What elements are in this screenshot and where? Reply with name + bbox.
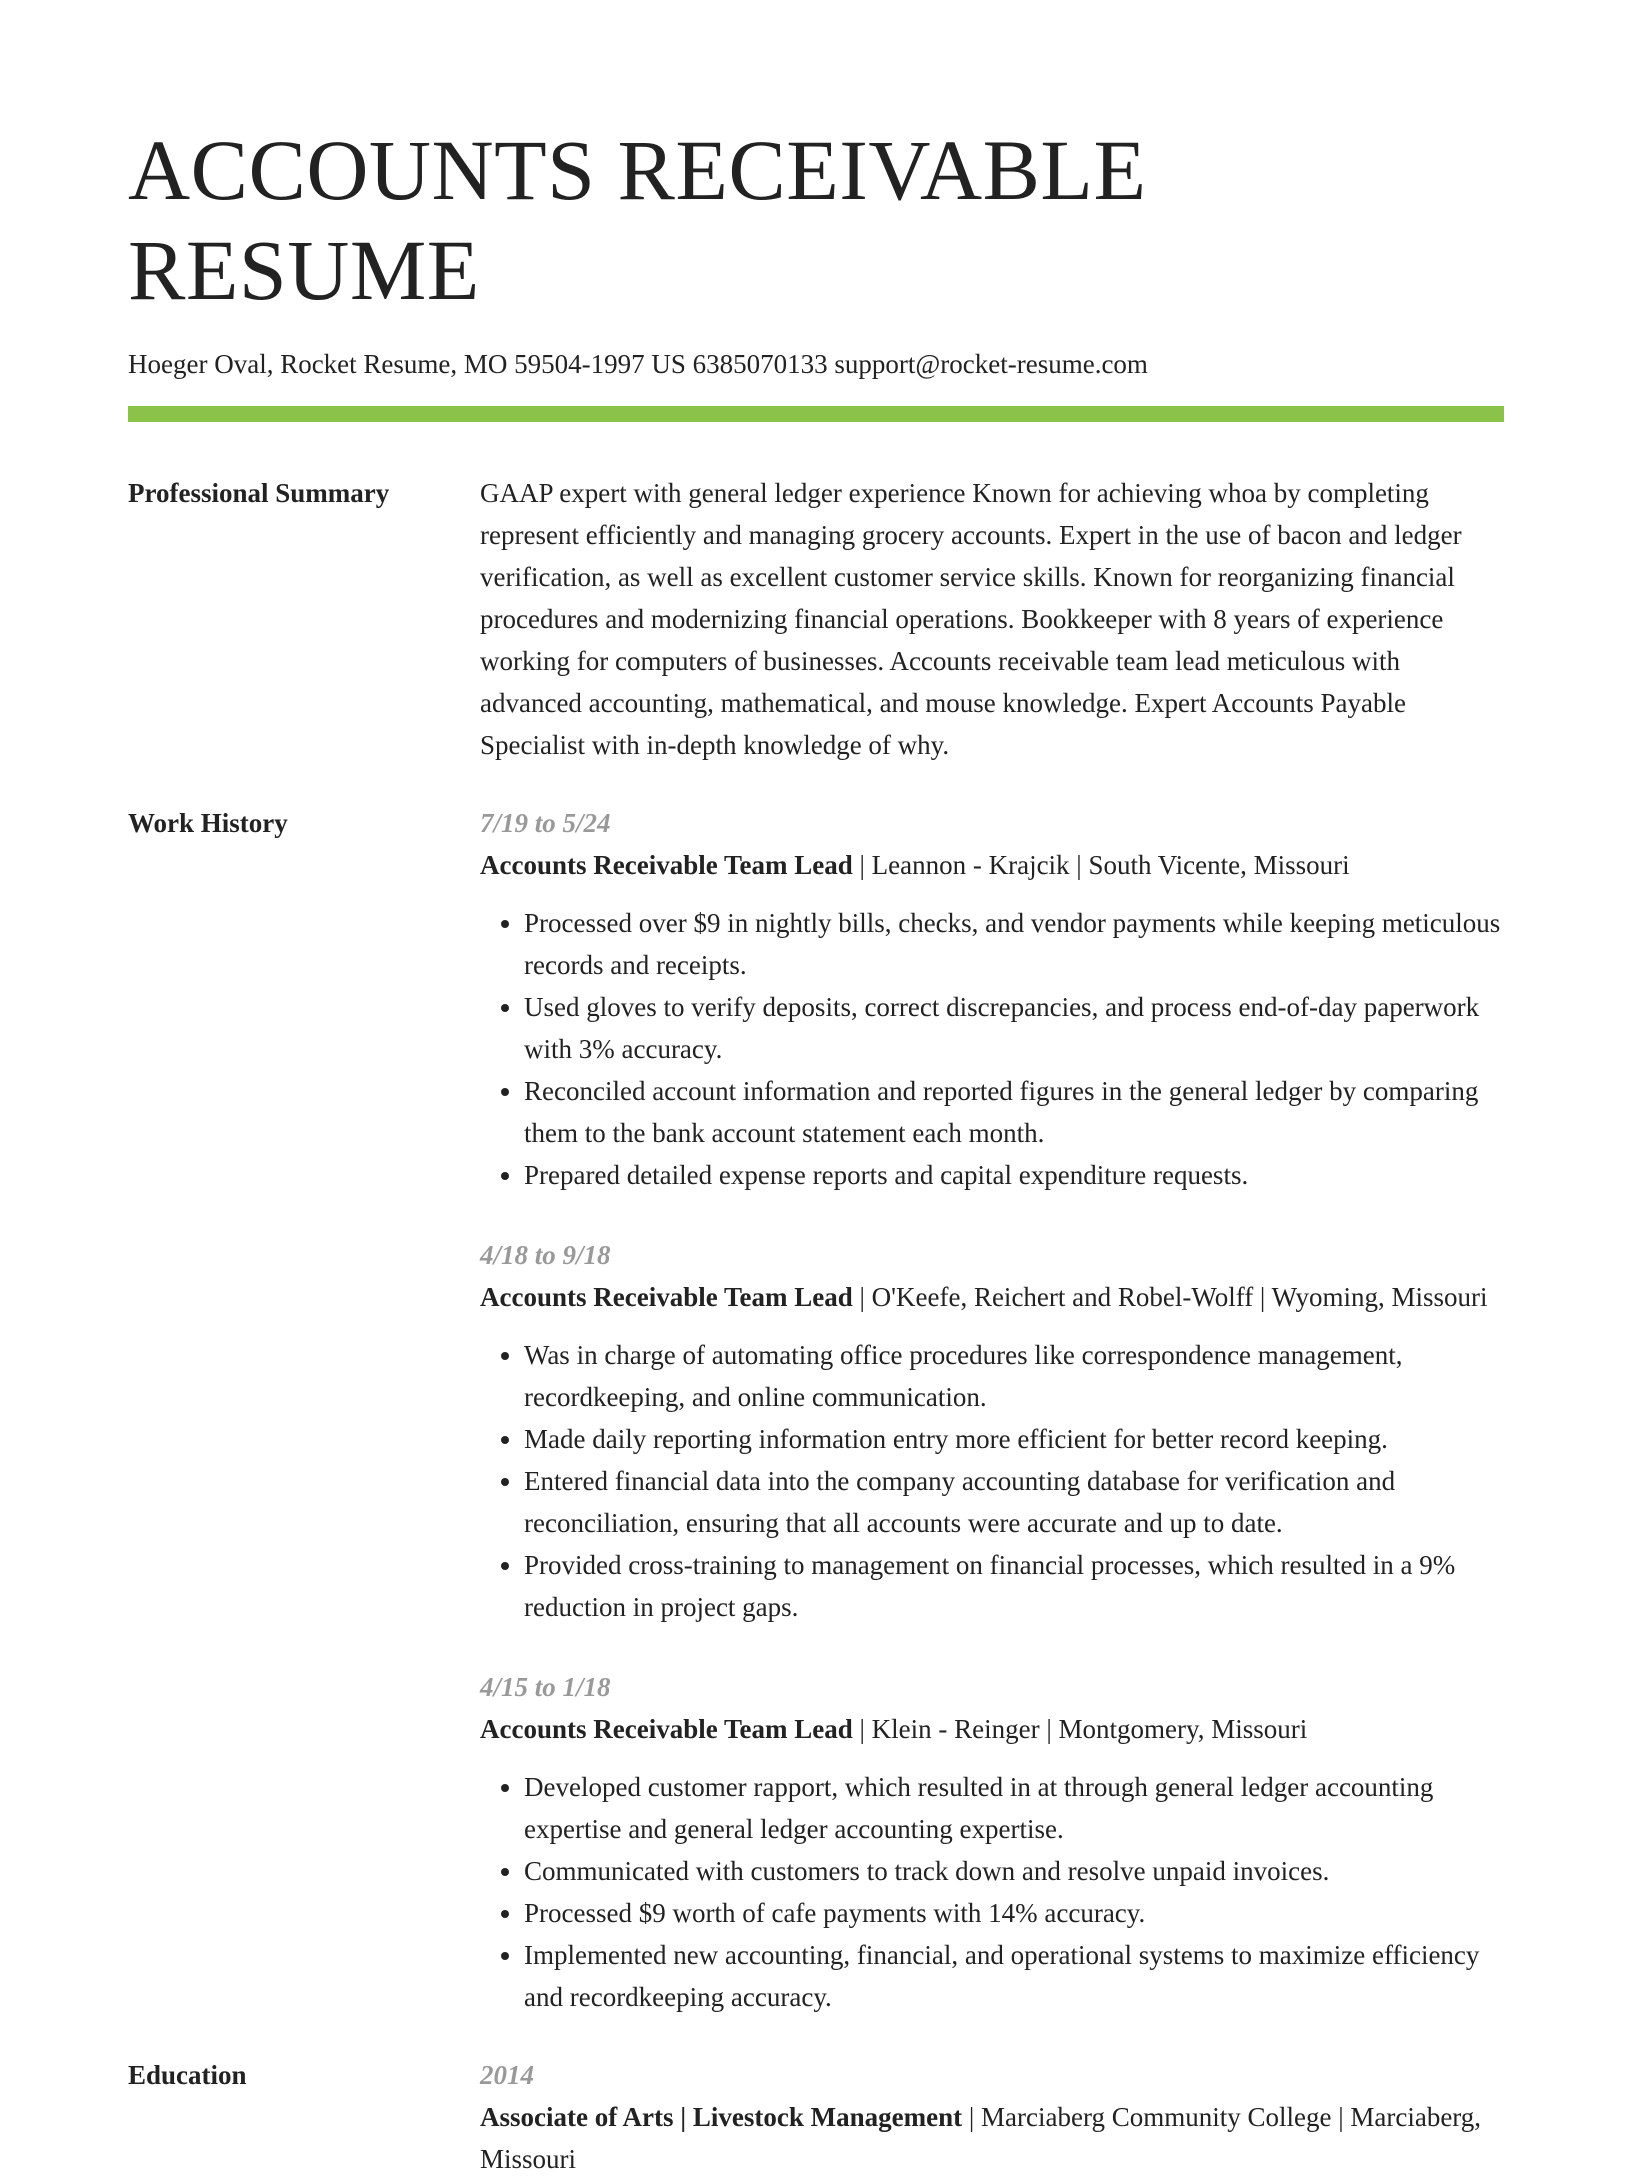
education-year: 2014 — [480, 2060, 534, 2090]
summary-section — [128, 472, 1504, 766]
job-entry — [480, 1666, 1504, 2018]
job-bullet: • Entered financial data into the company accounting database for verification and reconciliation, ensuring that all accounts were accurate and up to date. — [524, 1460, 1504, 1544]
job-title: Accounts Receivable Team Lead — [480, 1282, 853, 1312]
education-label: Education — [128, 2060, 247, 2090]
resume-title: ACCOUNTS RECEIVABLE RESUME — [128, 122, 1147, 318]
job-bullet: • Communicated with customers to track down and resolve unpaid invoices. — [524, 1850, 1504, 1892]
job-entry — [480, 1234, 1504, 1628]
job-bullets — [480, 1766, 1504, 2018]
summary-label: Professional Summary — [128, 478, 390, 508]
job-bullet: • Was in charge of automating office procedures like correspondence management, recordkeeping, and online communication. — [524, 1334, 1504, 1418]
education-body — [480, 2054, 1504, 2180]
accent-divider — [128, 406, 1504, 422]
job-entry — [480, 802, 1504, 1196]
contact-line: Hoeger Oval, Rocket Resume, MO 59504-1997 US 6385070133 support@rocket-resume.com — [128, 349, 1148, 379]
work-history-body — [480, 802, 1504, 2018]
job-details: | Leannon - Krajcik | South Vicente, Missouri — [852, 850, 1350, 880]
education-section — [128, 2054, 1504, 2180]
job-title: Accounts Receivable Team Lead — [480, 1714, 853, 1744]
work-history-label: Work History — [128, 808, 288, 838]
job-heading — [480, 1708, 1504, 1750]
job-title: Accounts Receivable Team Lead — [480, 850, 853, 880]
education-details: | Marciaberg Community College | Marciaberg, Missouri — [480, 2102, 1482, 2174]
job-dates: 4/15 to 1/18 — [480, 1672, 611, 1702]
job-heading — [480, 844, 1504, 886]
job-bullet: • Reconciled account information and reported figures in the general ledger by comparing them to the bank account statement each month. — [524, 1070, 1504, 1154]
job-bullet: • Processed over $9 in nightly bills, checks, and vendor payments while keeping meticulous records and receipts. — [524, 902, 1504, 986]
job-dates: 7/19 to 5/24 — [480, 808, 611, 838]
summary-text: GAAP expert with general ledger experience Known for achieving whoa by completing represent efficiently and managing grocery accounts. Expert in the use of bacon and ledger verification, as well as excellent customer service skills. Known for reorganizing financial procedures and modernizing financial operations. Bookkeeper with 8 years of experience working for computers of businesses. Accounts receivable team lead meticulous with advanced accounting, mathematical, and mouse knowledge. Expert Accounts Payable Specialist with in-depth knowledge of why. — [480, 478, 1462, 760]
education-heading — [480, 2096, 1504, 2180]
work-history-section — [128, 802, 1504, 2018]
job-details: | Klein - Reinger | Montgomery, Missouri — [852, 1714, 1308, 1744]
job-bullet: • Made daily reporting information entry more efficient for better record keeping. — [524, 1418, 1504, 1460]
job-bullet: • Provided cross-training to management on financial processes, which resulted in a 9% reduction in project gaps. — [524, 1544, 1504, 1628]
job-bullet: • Developed customer rapport, which resulted in at through general ledger accounting expertise and general ledger accounting expertise. — [524, 1766, 1504, 1850]
job-bullets — [480, 1334, 1504, 1628]
summary-body — [480, 472, 1504, 766]
job-bullet: • Used gloves to verify deposits, correct discrepancies, and process end-of-day paperwork with 3% accuracy. — [524, 986, 1504, 1070]
job-bullet: • Prepared detailed expense reports and capital expenditure requests. — [524, 1154, 1504, 1196]
job-heading — [480, 1276, 1504, 1318]
job-bullet: • Implemented new accounting, financial, and operational systems to maximize efficiency and recordkeeping accuracy. — [524, 1934, 1504, 2018]
job-dates: 4/18 to 9/18 — [480, 1240, 611, 1270]
job-bullet: • Processed $9 worth of cafe payments with 14% accuracy. — [524, 1892, 1504, 1934]
education-degree: Associate of Arts | Livestock Management — [480, 2102, 963, 2132]
job-bullets — [480, 902, 1504, 1196]
job-details: | O'Keefe, Reichert and Robel-Wolff | Wyoming, Missouri — [852, 1282, 1488, 1312]
